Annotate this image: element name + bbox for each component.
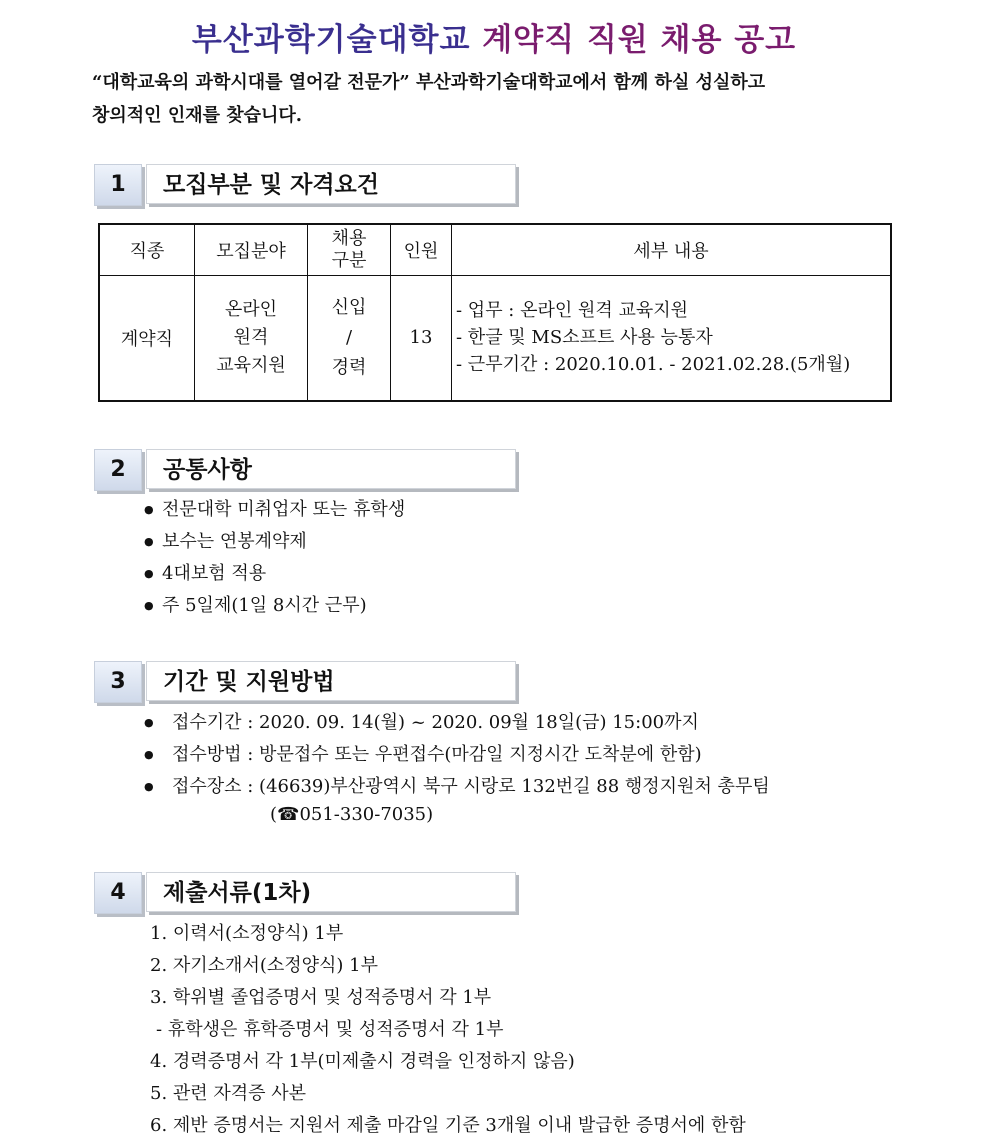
cell-field: 온라인 원격 교육지원	[195, 275, 308, 401]
title-university: 부산과학기술대학교	[191, 22, 471, 58]
section-title: 기간 및 지원방법	[146, 661, 516, 701]
section-2-header	[94, 449, 524, 495]
list-item: 6. 제반 증명서는 지원서 제출 마감일 기준 3개월 이내 발급한 증명서에 한함	[150, 1115, 746, 1136]
detail-line: - 업무 : 온라인 원격 교육지원	[456, 300, 689, 322]
table-header: 인원	[391, 224, 452, 275]
section-4-header	[94, 872, 524, 918]
list-item: 3. 학위별 졸업증명서 및 성적증명서 각 1부	[150, 987, 492, 1008]
detail-line: - 근무기간 : 2020.10.01. - 2021.02.28.(5개월)	[456, 354, 851, 376]
detail-line: - 한글 및 MS소프트 사용 능통자	[456, 327, 713, 349]
list-item: ● 주 5일제(1일 8시간 근무)	[140, 590, 405, 622]
section-number: 3	[94, 661, 142, 703]
table-header: 세부 내용	[452, 224, 892, 275]
table-header: 채용 구분	[308, 224, 391, 275]
table-row	[99, 275, 891, 401]
list-item: 1. 이력서(소정양식) 1부	[150, 923, 344, 944]
list-item: ● 접수장소 : (46639)부산광역시 북구 시랑로 132번길 88 행정지원처 총무팀	[140, 771, 770, 803]
documents-list	[150, 918, 746, 1142]
common-list	[140, 494, 405, 622]
list-item: ● 접수기간 : 2020. 09. 14(월) ~ 2020. 09월 18일(금) 15:00까지	[140, 707, 770, 739]
title-notice: 계약직 직원 채용 공고	[482, 22, 797, 58]
apply-list	[140, 707, 770, 803]
section-number: 2	[94, 449, 142, 491]
section-3-header	[94, 661, 524, 707]
section-number: 4	[94, 872, 142, 914]
list-item: 4. 경력증명서 각 1부(미제출시 경력을 인정하지 않음)	[150, 1051, 575, 1072]
intro-text	[92, 66, 912, 132]
table-header: 직종	[99, 224, 195, 275]
cell-details	[452, 275, 892, 401]
page-title	[0, 14, 988, 59]
table-header: 모집분야	[195, 224, 308, 275]
section-1-header	[94, 164, 524, 210]
section-number: 1	[94, 164, 142, 206]
list-item: ● 4대보험 적용	[140, 558, 405, 590]
contact-phone: (☎051-330-7035)	[270, 804, 434, 825]
intro-line-2: 창의적인 인재를 찾습니다.	[92, 105, 303, 126]
list-item: ● 접수방법 : 방문접수 또는 우편접수(마감일 지정시간 도착분에 한함)	[140, 739, 770, 771]
list-item: 2. 자기소개서(소정양식) 1부	[150, 955, 378, 976]
section-title: 제출서류(1차)	[146, 872, 516, 912]
recruitment-table	[98, 223, 892, 402]
table-header-row	[99, 224, 891, 275]
list-item: - 휴학생은 휴학증명서 및 성적증명서 각 1부	[156, 1019, 504, 1040]
cell-employment: 신입 / 경력	[308, 275, 391, 401]
cell-count: 13	[391, 275, 452, 401]
list-item: 5. 관련 자격증 사본	[150, 1083, 307, 1104]
list-item: ● 보수는 연봉계약제	[140, 526, 405, 558]
section-title: 공통사항	[146, 449, 516, 489]
cell-type: 계약직	[99, 275, 195, 401]
intro-line-1: “대학교육의 과학시대를 열어갈 전문가” 부산과학기술대학교에서 함께 하실 성실하고	[92, 72, 766, 93]
section-title: 모집부분 및 자격요건	[146, 164, 516, 204]
list-item: ● 전문대학 미취업자 또는 휴학생	[140, 494, 405, 526]
